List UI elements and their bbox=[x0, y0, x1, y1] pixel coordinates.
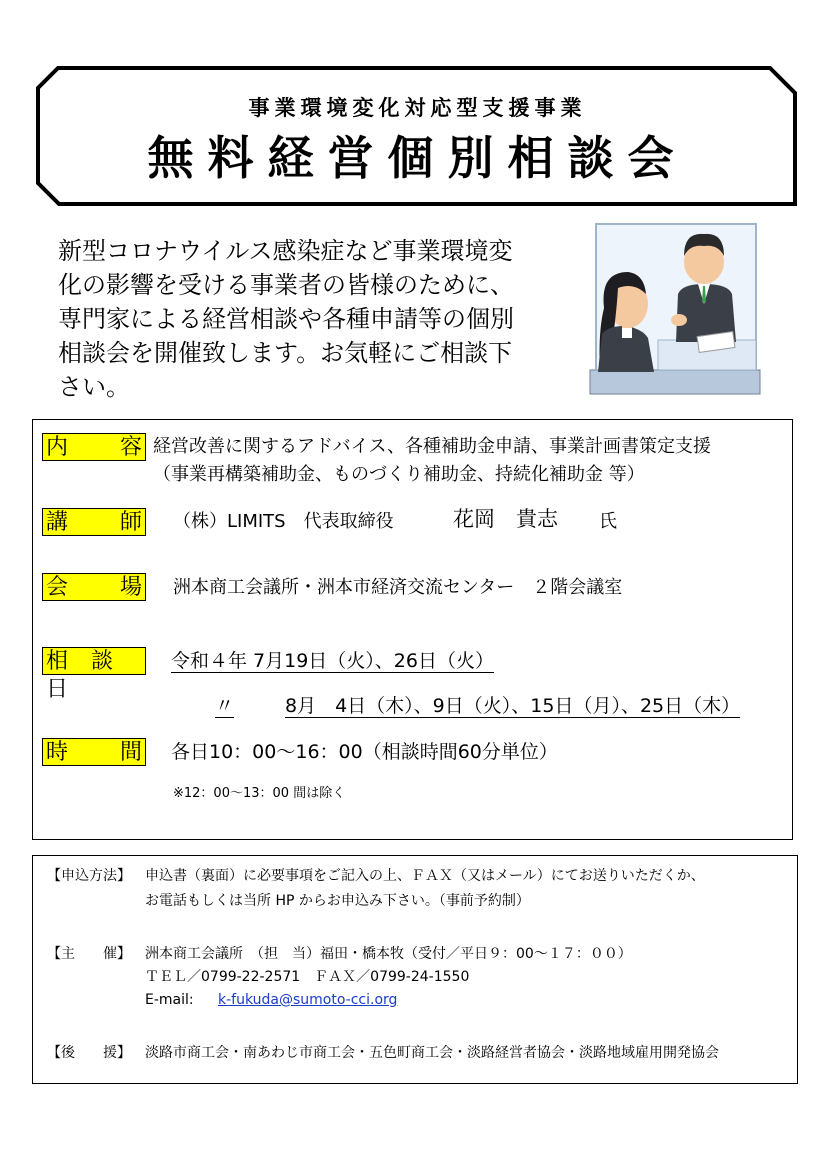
lecturer-suffix: 氏 bbox=[599, 511, 617, 532]
lecturer-name: 花岡 貴志 bbox=[453, 507, 558, 531]
info-box bbox=[32, 855, 798, 1084]
page-subtitle: 事業環境変化対応型支援事業 bbox=[248, 96, 587, 120]
date-label: 相 談 日 bbox=[42, 647, 146, 675]
consultation-illustration bbox=[578, 222, 763, 397]
venue-value: 洲本商工会議所・洲本市経済交流センター ２階会議室 bbox=[173, 577, 623, 598]
email-link[interactable]: k-fukuda@sumoto-cci.org bbox=[218, 992, 398, 1008]
lecturer-label: 講 師 bbox=[42, 508, 146, 536]
content-line2: （事業再構築補助金、ものづくり補助金、持続化補助金 等） bbox=[153, 464, 645, 485]
details-box bbox=[32, 419, 793, 840]
venue-label: 会 場 bbox=[42, 573, 146, 601]
support-label: 【後 援】 bbox=[47, 1045, 131, 1061]
apply-label: 【申込方法】 bbox=[47, 868, 131, 884]
email-label: E-mail: bbox=[145, 992, 194, 1008]
page-title: 無料経営個別相談会 bbox=[147, 131, 688, 185]
content-line1: 経営改善に関するアドバイス、各種補助金申請、事業計画書策定支援 bbox=[153, 436, 711, 457]
date-line1: 令和４年 7月19日（火）、26日（火） bbox=[171, 650, 494, 672]
date-ditto: 〃 bbox=[215, 695, 235, 717]
host-line2: ＴＥＬ／0799-22-2571 ＦＡＸ／0799-24-1550 bbox=[145, 969, 470, 985]
date-line2: 8月 4日（木）、9日（火）、15日（月）、25日（木） bbox=[285, 695, 741, 717]
support-line: 淡路市商工会・南あわじ市商工会・五色町商工会・淡路経営者協会・淡路地域雇用開発協会 bbox=[145, 1045, 719, 1061]
time-note: ※12：00～13：00 間は除く bbox=[173, 786, 346, 801]
host-line1: 洲本商工会議所 （担 当）福田・橋本牧（受付／平日９：00～１７：００） bbox=[145, 946, 632, 962]
intro-text: 新型コロナウイルス感染症など事業環境変 化の影響を受ける事業者の皆様のために、 専門家による経営相談や各種申請等の個別 相談会を開催致します。お気軽にご相談下 さい。 bbox=[58, 237, 514, 401]
host-label: 【主 催】 bbox=[47, 946, 131, 962]
apply-line1: 申込書（裏面）に必要事項をご記入の上、ＦＡＸ（又はメール）にてお送りいただくか、 bbox=[145, 868, 705, 884]
content-label: 内 容 bbox=[42, 433, 146, 461]
time-label: 時 間 bbox=[42, 738, 146, 766]
apply-line2: お電話もしくは当所 HP からお申込み下さい。（事前予約制） bbox=[145, 893, 530, 909]
time-value: 各日10：00～16：00（相談時間60分単位） bbox=[171, 741, 558, 763]
lecturer-value: （株）LIMITS 代表取締役 bbox=[173, 511, 394, 532]
